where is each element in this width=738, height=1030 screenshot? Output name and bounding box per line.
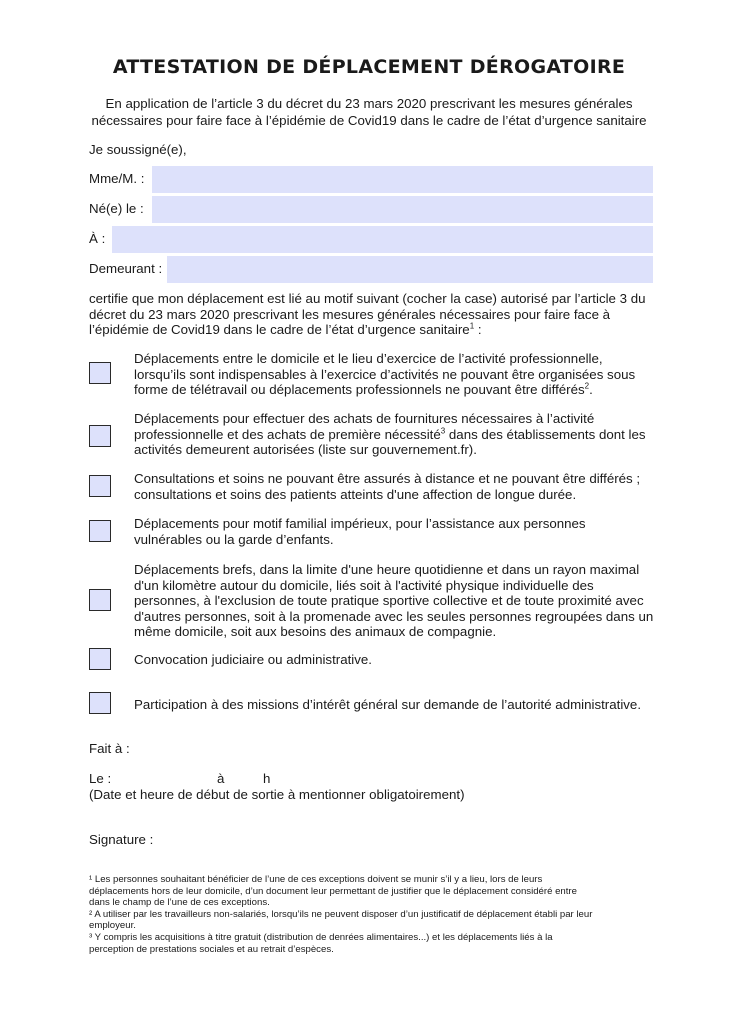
checkbox-judicial-summons[interactable] [89,648,111,670]
checkbox-essential-purchases[interactable] [89,425,111,447]
page-title: ATTESTATION DE DÉPLACEMENT DÉROGATOIRE [112,56,626,78]
option-essential-purchases-text [134,411,654,458]
birthplace-label: À : [89,231,106,246]
done-at-label: Fait à : [89,741,130,756]
time-separator-a: à [217,771,225,786]
certification-line: certifie que mon déplacement est lié au motif suivant (cocher la case) autorisé par l’article 3 du [89,291,646,306]
certification-line: l’épidémie de Covid19 dans le cadre de l’état d’urgence sanitaire$^1$ : [89,321,482,337]
undersigned-label: Je soussigné(e), [89,142,187,157]
name-label: Mme/M. : [89,171,145,186]
option-line: Déplacements entre le domicile et le lieu d’exercice de l’activité professionnelle, [134,351,603,366]
signature-label: Signature : [89,832,154,847]
footnote-1: ¹ Les personnes souhaitant bénéficier de l’une de ces exceptions doivent se munir s’il y a lieu, lors de leurs déplacements hors de leur domicile, d’un document leur permettant de justifier que le déplacement considéré entre dans le champ de l’une de ces exceptions. [89,874,577,909]
option-family-reasons-text [134,516,654,547]
checkbox-brief-outing[interactable] [89,589,111,611]
option-line: lorsqu’ils sont indispensables à l’exercice d’activités ne pouvant être organisées sous [134,366,636,382]
option-line: Consultations et soins ne pouvant être assurés à distance et ne pouvant être différés ; [134,471,641,486]
option-line: d'autres personnes, soit à la promenade avec les seules personnes regroupées dans un [134,608,654,624]
footnote-ref: 2 [584,381,590,391]
birthplace-input[interactable] [112,226,653,253]
option-line: forme de télétravail ou déplacements professionnels ne pouvant être différés$^2$. [134,381,593,397]
date-time-row [89,771,489,787]
option-line: professionnelle et des achats de première nécessité$^3$ dans des établissements dont les [134,426,646,442]
footnote-3: ³ Y compris les acquisitions à titre gratuit (distribution de denrées alimentaires...) et les déplacements liés à la perception de prestations sociales et au retrait d’espèces. [89,931,553,955]
name-input[interactable] [152,166,653,193]
legal-basis-subtitle [60,95,678,129]
option-line: Déplacements pour effectuer des achats de fournitures nécessaires à l’activité [134,411,595,426]
option-general-interest-text [134,697,654,713]
certification-text [89,291,653,338]
address-field-row [89,256,653,283]
footnote-ref: 3 [440,426,446,436]
option-line: même domicile, soit aux besoins des animaux de compagnie. [134,624,497,639]
footnote-2: ² A utiliser par les travailleurs non-salariés, lorsqu’ils ne peuvent disposer d’un justificatif de déplacement établi par leur employeur. [89,908,593,932]
birthdate-label: Né(e) le : [89,201,144,216]
option-medical-care-text [134,471,654,502]
option-line: Participation à des missions d’intérêt général sur demande de l’autorité administrative. [134,697,642,712]
checkbox-family-reasons[interactable] [89,520,111,542]
checkbox-work-travel[interactable] [89,362,111,384]
birthdate-field-row [89,196,653,223]
birthdate-input[interactable] [152,196,653,223]
checkbox-medical-care[interactable] [89,475,111,497]
date-label: Le : [89,771,112,786]
option-line: vulnérables ou la garde d’enfants. [134,531,334,547]
hour-label: h [263,771,271,786]
name-field-row [89,166,653,193]
option-line: Convocation judiciaire ou administrative. [134,652,372,667]
address-input[interactable] [167,256,653,283]
footnotes [89,874,659,955]
address-label: Demeurant : [89,261,163,276]
option-line: activités demeurent autorisées (liste sur gouvernement.fr). [134,442,477,457]
option-judicial-summons-text [134,652,654,668]
certification-line: décret du 23 mars 2020 prescrivant les mesures générales nécessaires pour faire face à [89,306,611,322]
option-line: Déplacements brefs, dans la limite d'une heure quotidienne et dans un rayon maximal [134,562,640,577]
option-brief-outing-text [134,562,654,640]
option-line: personnes, à l'exclusion de toute pratique sportive collective et de toute proximité avec [134,593,644,608]
subtitle-line: En application de l’article 3 du décret du 23 mars 2020 prescrivant les mesures générales [105,96,633,111]
option-line: Déplacements pour motif familial impérieux, pour l’assistance aux personnes [134,516,586,531]
footnote-ref: 1 [469,321,475,331]
option-line: consultations et soins des patients atteints d'une affection de longue durée. [134,486,577,502]
date-note: (Date et heure de début de sortie à mentionner obligatoirement) [89,787,465,802]
option-line: d'un kilomètre autour du domicile, liés soit à l'activité physique individuelle des [134,577,594,593]
subtitle-line: nécessaires pour faire face à l’épidémie de Covid19 dans le cadre de l’état d’urgence sanitaire [91,113,647,128]
checkbox-general-interest-mission[interactable] [89,692,111,714]
option-work-travel-text [134,351,654,398]
birthplace-field-row [89,226,653,253]
